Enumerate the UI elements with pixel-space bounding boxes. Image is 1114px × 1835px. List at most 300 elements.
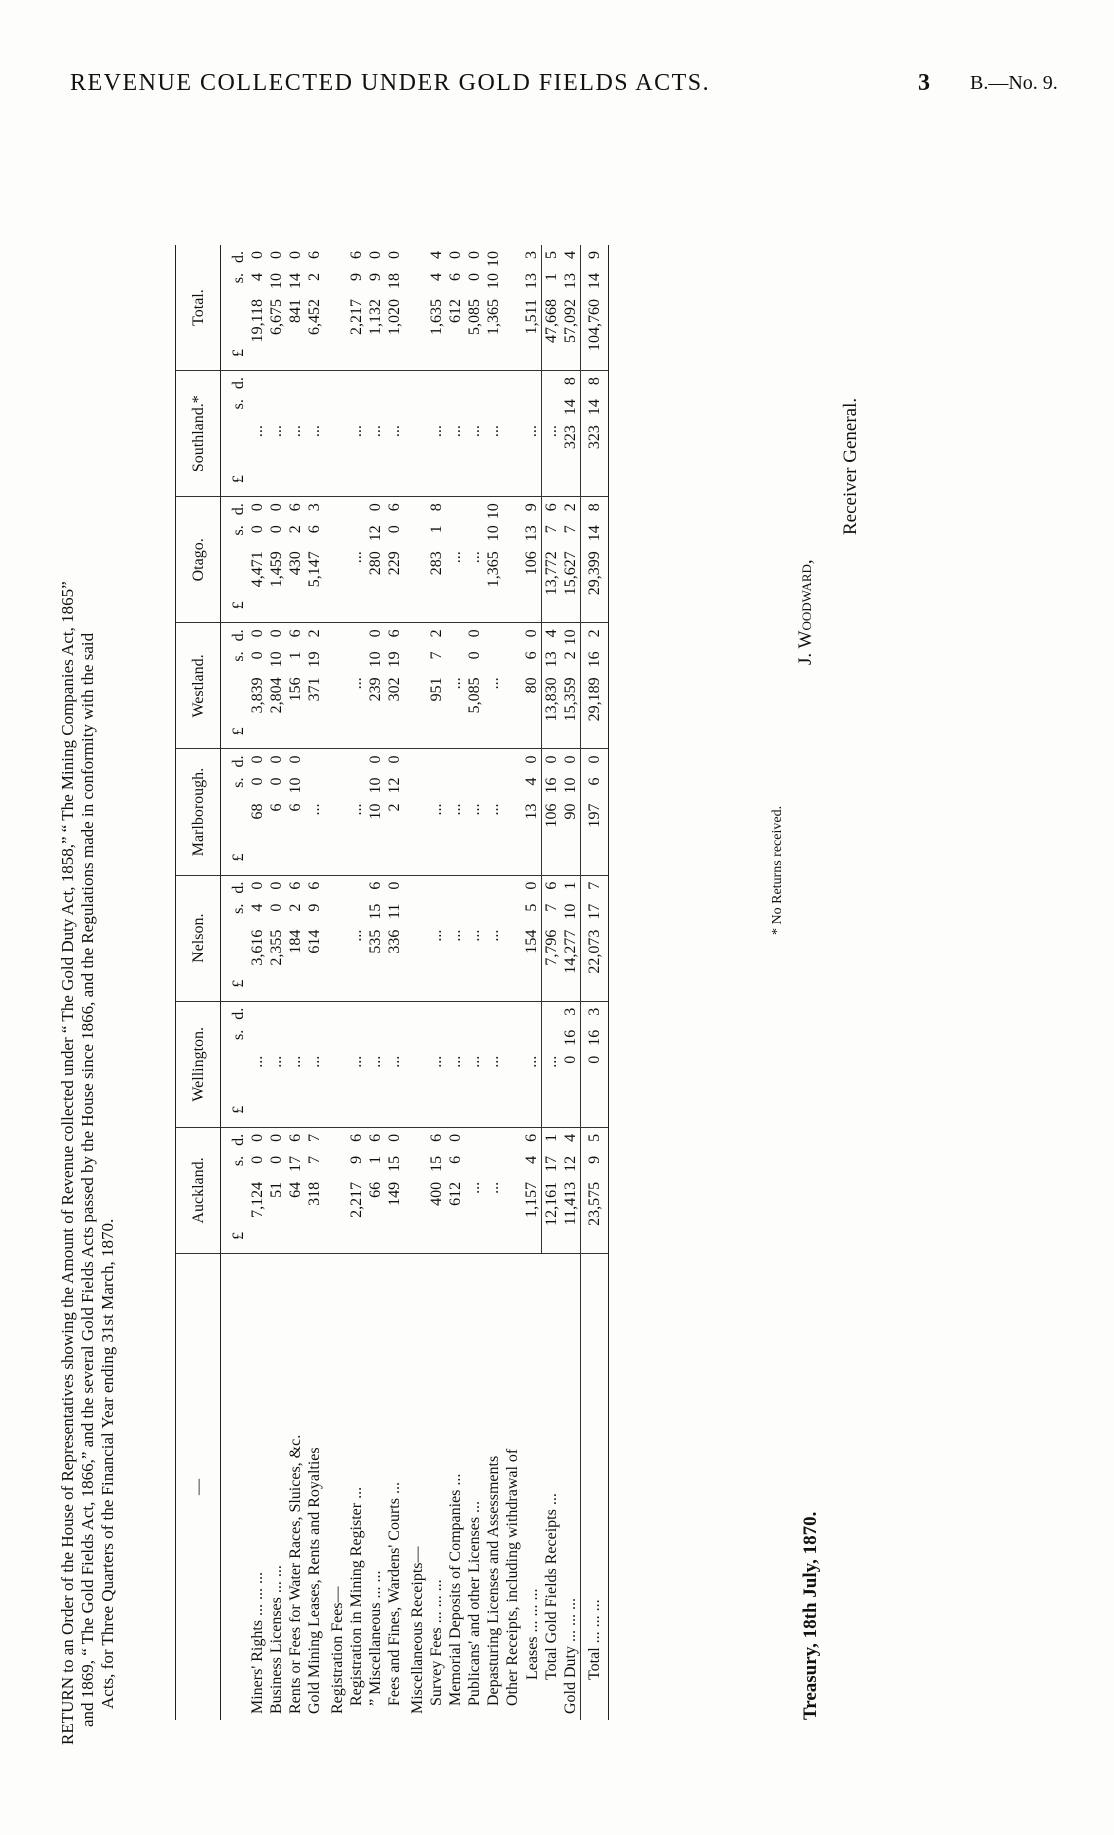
amount-cell [561,497,581,623]
shillings-value: 11 [386,903,403,920]
pounds-value: 29,399 [586,551,603,596]
empty-cell [324,497,347,623]
amount-cell [427,497,446,623]
unit-label: £ [230,1231,247,1240]
amount-cell [347,875,366,1001]
shillings-value: 15 [367,903,384,920]
pounds-value: 5,085 [466,677,483,714]
pounds-value: ... [306,425,323,438]
table-row [267,245,286,1720]
pounds-value: 47,668 [543,299,560,343]
unit-label: d. [230,1133,247,1146]
pounds-value: ... [447,1055,464,1068]
shillings-value: 16 [586,651,603,668]
pence-value: 6 [348,1133,365,1142]
pence-value: 0 [466,629,483,638]
units-cell [221,497,249,623]
shillings-value: 0 [268,777,285,786]
shillings-value: 4 [249,273,266,281]
amount-cell [542,245,562,371]
page-header [70,70,1080,110]
pounds-value: ... [466,803,483,816]
pounds-value: ... [485,1055,502,1068]
pence-value: 0 [523,881,540,890]
table-row [446,245,465,1720]
shillings-value: 19 [386,651,403,668]
pence-value: 4 [562,1133,579,1142]
amount-cell [465,749,484,875]
pence-value: 0 [249,881,266,890]
column-header: Total. [176,245,221,371]
pounds-value: ... [367,1055,384,1068]
amount-cell [427,371,446,497]
pounds-value: 184 [287,929,304,954]
pounds-value: 5,147 [306,551,323,588]
amount-cell [561,245,581,371]
shillings-value: 7 [562,525,579,534]
pounds-value: ... [428,1055,445,1068]
pence-value: 3 [586,1007,603,1016]
amount-cell [522,875,542,1001]
amount-cell [522,1127,542,1253]
pounds-value: ... [348,551,365,564]
pence-value: 2 [306,629,323,638]
pounds-value: 400 [428,1181,445,1206]
pounds-value: 535 [367,929,384,954]
pence-value: 6 [386,503,403,512]
amount-cell [484,245,503,371]
pounds-value: 3,839 [249,677,266,714]
pounds-value: ... [447,929,464,942]
intro-line: Acts, for Three Quarters of the Financial Year ending 31st March, 1870. [98,1218,117,1709]
pounds-value: 2,355 [268,929,285,966]
amount-cell [503,371,522,497]
shillings-value: 10 [367,777,384,794]
pounds-value: 15,627 [562,551,579,596]
amount-cell [446,497,465,623]
pounds-value: ... [485,929,502,942]
pounds-value: ... [428,425,445,438]
pence-value: 0 [249,755,266,764]
amount-cell [561,623,581,749]
page-title: REVENUE COLLECTED UNDER GOLD FIELDS ACTS. [70,70,711,96]
pounds-value: 951 [428,677,445,702]
pence-value: 6 [386,629,403,638]
shillings-value: 17 [586,903,603,920]
table-row [324,245,347,1720]
shillings-value: 4 [249,903,266,912]
pounds-value: 6,452 [306,299,323,335]
shillings-value: 7 [428,651,445,660]
unit-label: £ [230,979,247,988]
pence-value: 5 [586,1133,603,1142]
amount-cell [561,1127,581,1253]
row-label: Total Gold Fields Receipts ... [543,1493,560,1680]
units-row [221,245,249,1720]
pounds-value: 229 [386,551,403,576]
pence-value: 6 [348,251,365,259]
pounds-value: ... [485,1181,502,1194]
pounds-value: 1,157 [523,1181,540,1218]
empty-cell [404,497,427,623]
unit-label: d. [230,881,247,894]
amount-cell [248,1001,267,1127]
amount-cell [385,497,404,623]
column-header: Marlborough. [176,749,221,875]
shillings-value: 9 [348,273,365,281]
column-header: Nelson. [176,875,221,1001]
empty-cell [404,623,427,749]
amount-cell [305,371,324,497]
amount-cell [581,1001,609,1127]
pence-value: 2 [562,503,579,512]
shillings-value: 0 [466,273,483,281]
row-label: Miscellaneous Receipts— [409,1546,426,1714]
pounds-value: 2 [386,803,403,812]
empty-cell [404,245,427,371]
shillings-value: 7 [543,903,560,912]
amount-cell [465,1001,484,1127]
pence-value: 0 [386,755,403,764]
unit-label: s. [230,651,247,662]
pounds-value: 23,575 [586,1181,603,1226]
amount-cell [248,497,267,623]
pounds-value: 1,020 [386,299,403,335]
pounds-value: ... [485,677,502,690]
row-label: Business Licenses ... ... [268,1565,285,1714]
shillings-value: 6 [523,651,540,660]
amount-cell [347,623,366,749]
row-label: Rents or Fees for Water Races, Sluices, &c. [287,1434,304,1714]
shillings-value: 10 [268,273,285,289]
pounds-value: ... [447,677,464,690]
shillings-value: 10 [367,651,384,668]
shillings-value: 6 [447,1155,464,1164]
pence-value: 0 [287,755,304,764]
empty-cell [404,875,427,1001]
pence-value: 0 [386,251,403,259]
pence-value: 8 [586,377,603,386]
pence-value: 2 [428,629,445,638]
pounds-value: 239 [367,677,384,702]
pounds-value: ... [386,425,403,438]
pounds-value: ... [367,425,384,438]
pounds-value: ... [287,425,304,438]
shillings-value: 2 [287,903,304,912]
pence-value: 0 [562,755,579,764]
page-number: 3 [918,70,930,96]
pounds-value: ... [249,1055,266,1068]
pounds-value: 2,217 [348,299,365,335]
pence-value: 8 [586,503,603,512]
table-row [465,245,484,1720]
pence-value: 3 [306,503,323,512]
amount-cell [248,749,267,875]
pence-value: 0 [386,1133,403,1142]
shillings-value: 10 [485,273,502,289]
pounds-value: ... [268,1055,285,1068]
amount-cell [561,875,581,1001]
shillings-value: 6 [306,525,323,534]
shillings-value: 1 [543,273,560,281]
table-row [427,245,446,1720]
pence-value: 0 [466,251,483,259]
amount-cell [286,245,305,371]
amount-cell [561,371,581,497]
amount-cell [286,623,305,749]
unit-label: £ [230,349,247,357]
pence-value: 2 [586,629,603,638]
pence-value: 6 [543,881,560,890]
amount-cell [581,497,609,623]
amount-cell [581,623,609,749]
pounds-value: 614 [306,929,323,954]
amount-cell [522,371,542,497]
row-label: ” Miscellaneous ... ... [367,1570,384,1706]
amount-cell [366,749,385,875]
pounds-value: 3,616 [249,929,266,966]
shillings-value: 15 [428,1155,445,1172]
amount-cell [286,1001,305,1127]
amount-cell [248,245,267,371]
unit-label: s. [230,777,247,788]
place-date: Treasury, 18th July, 1870. [800,1511,821,1720]
pence-value: 0 [268,503,285,512]
shillings-value: 9 [348,1155,365,1164]
shillings-value: 1 [287,651,304,660]
unit-label: £ [230,1105,247,1114]
pounds-value: 283 [428,551,445,576]
pounds-value: 280 [367,551,384,576]
pence-value: 0 [367,503,384,512]
pounds-value: 12,161 [543,1181,560,1226]
amount-cell [484,1001,503,1127]
amount-cell [503,245,522,371]
pence-value: 6 [306,881,323,890]
row-label: Fees and Fines, Wardens' Courts ... [386,1482,403,1706]
pounds-value: 4,471 [249,551,266,588]
document-reference: B.—No. 9. [970,72,1058,94]
pence-value: 0 [249,503,266,512]
unit-label: s. [230,903,247,914]
amount-cell [286,497,305,623]
shillings-value: 0 [249,651,266,660]
pounds-value: 68 [249,803,266,820]
pounds-value: ... [348,425,365,438]
amount-cell [522,245,542,371]
pence-value: 9 [523,503,540,512]
amount-cell [503,749,522,875]
pounds-value: 149 [386,1181,403,1206]
pence-value: 3 [523,251,540,259]
pounds-value: ... [428,803,445,816]
amount-cell [267,371,286,497]
pence-value: 1 [562,881,579,890]
table-header-row [176,245,221,1720]
amount-cell [366,371,385,497]
pence-value: 1 [543,1133,560,1142]
pence-value: 3 [562,1007,579,1016]
pounds-value: 22,073 [586,929,603,974]
pounds-value: 7,796 [543,929,560,966]
pence-value: 6 [287,629,304,638]
empty-cell [221,1254,249,1721]
pounds-value: 6,675 [268,299,285,335]
pounds-value: 14,277 [562,929,579,974]
pence-value: 6 [428,1133,445,1142]
pounds-value: 2,804 [268,677,285,714]
signatory-name: J. Woodward, [795,559,816,665]
amount-cell [542,497,562,623]
amount-cell [542,1127,562,1253]
amount-cell [522,497,542,623]
shillings-value: 2 [306,273,323,281]
pounds-value: 64 [287,1181,304,1198]
amount-cell [465,875,484,1001]
pounds-value: ... [523,425,540,438]
shillings-value: 5 [523,903,540,912]
pounds-value: ... [348,1055,365,1068]
pounds-value: 6 [268,803,285,812]
pounds-value: 302 [386,677,403,702]
shillings-value: 12 [367,525,384,542]
pounds-value: 0 [586,1055,603,1064]
amount-cell [347,371,366,497]
shillings-value: 14 [287,273,304,289]
table-row [366,245,385,1720]
unit-label: s. [230,399,247,410]
table-row [248,245,267,1720]
pence-value: 4 [543,629,560,638]
pounds-value: 7,124 [249,1181,266,1218]
pence-value: 0 [367,629,384,638]
pence-value: 0 [249,251,266,259]
pounds-value: ... [543,1055,560,1068]
table-row [305,245,324,1720]
pence-value: 0 [523,629,540,638]
pounds-value: 156 [287,677,304,702]
pence-value: 7 [306,1133,323,1142]
amount-cell [305,623,324,749]
amount-cell [446,749,465,875]
table-row [542,245,562,1720]
pounds-value: 80 [523,677,540,694]
amount-cell [503,875,522,1001]
pounds-value: ... [466,1055,483,1068]
pounds-value: ... [249,425,266,438]
unit-label: d. [230,629,247,642]
unit-label: d. [230,503,247,516]
amount-cell [522,623,542,749]
amount-cell [248,1127,267,1253]
column-header: Southland.* [176,371,221,497]
table-row [404,245,427,1720]
units-cell [221,749,249,875]
pence-value: 0 [447,251,464,259]
pounds-value: 371 [306,677,323,702]
unit-label: s. [230,273,247,284]
amount-cell [522,1001,542,1127]
amount-cell [446,1127,465,1253]
pence-value: 0 [367,251,384,259]
pounds-value: ... [466,425,483,438]
amount-cell [267,1001,286,1127]
pounds-value: 13 [523,803,540,820]
units-cell [221,371,249,497]
pounds-value: 19,118 [249,299,266,343]
amount-cell [267,875,286,1001]
pounds-value: 323 [586,425,603,450]
unit-label: d. [230,1007,247,1020]
pounds-value: 106 [543,803,560,828]
intro-line: RETURN to an Order of the House of Representatives showing the Amount of Revenue collected under “ The Gold Duty Act, 1858,” “ The Mining Companies Act, 1865” [58,581,77,1745]
amount-cell [267,245,286,371]
amount-cell [581,245,609,371]
amount-cell [446,1001,465,1127]
empty-cell [324,875,347,1001]
rotated-return-page [40,125,1040,1825]
pounds-value: 612 [447,1181,464,1206]
empty-cell [324,1001,347,1127]
shillings-value: 18 [386,273,403,289]
amount-cell [542,875,562,1001]
pence-value: 6 [287,1133,304,1142]
shillings-value: 9 [367,273,384,281]
row-label: Gold Mining Leases, Rents and Royalties [306,1447,323,1714]
amount-cell [427,1001,446,1127]
unit-label: £ [230,727,247,736]
pounds-value: 2,217 [348,1181,365,1218]
empty-cell [404,749,427,875]
amount-cell [465,245,484,371]
shillings-value: 9 [586,1155,603,1164]
row-label: Registration in Mining Register ... [348,1486,365,1706]
pounds-value: ... [348,929,365,942]
amount-cell [248,623,267,749]
pence-value: 10 [485,251,502,267]
empty-cell [324,749,347,875]
shillings-value: 16 [586,1029,603,1046]
pence-value: 0 [268,629,285,638]
units-cell [221,1127,249,1253]
amount-cell [267,623,286,749]
amount-cell [542,749,562,875]
pounds-value: 106 [523,551,540,576]
pounds-value: ... [348,677,365,690]
amount-cell [385,245,404,371]
pounds-value: ... [306,1055,323,1068]
pounds-value: 0 [562,1055,579,1064]
amount-cell [484,1127,503,1253]
pounds-value: 90 [562,803,579,820]
amount-cell [503,623,522,749]
amount-cell [385,875,404,1001]
pounds-value: ... [447,551,464,564]
unit-label: s. [230,1029,247,1040]
amount-cell [248,371,267,497]
pence-value: 6 [306,251,323,259]
column-header: Westland. [176,623,221,749]
shillings-value: 4 [523,1155,540,1164]
row-label: Other Receipts, including withdrawal of [504,1448,521,1706]
units-cell [221,245,249,371]
revenue-table [175,245,609,1720]
pence-value: 0 [287,251,304,259]
shillings-value: 14 [586,273,603,289]
pounds-value: ... [268,425,285,438]
amount-cell [427,1127,446,1253]
amount-cell [305,875,324,1001]
